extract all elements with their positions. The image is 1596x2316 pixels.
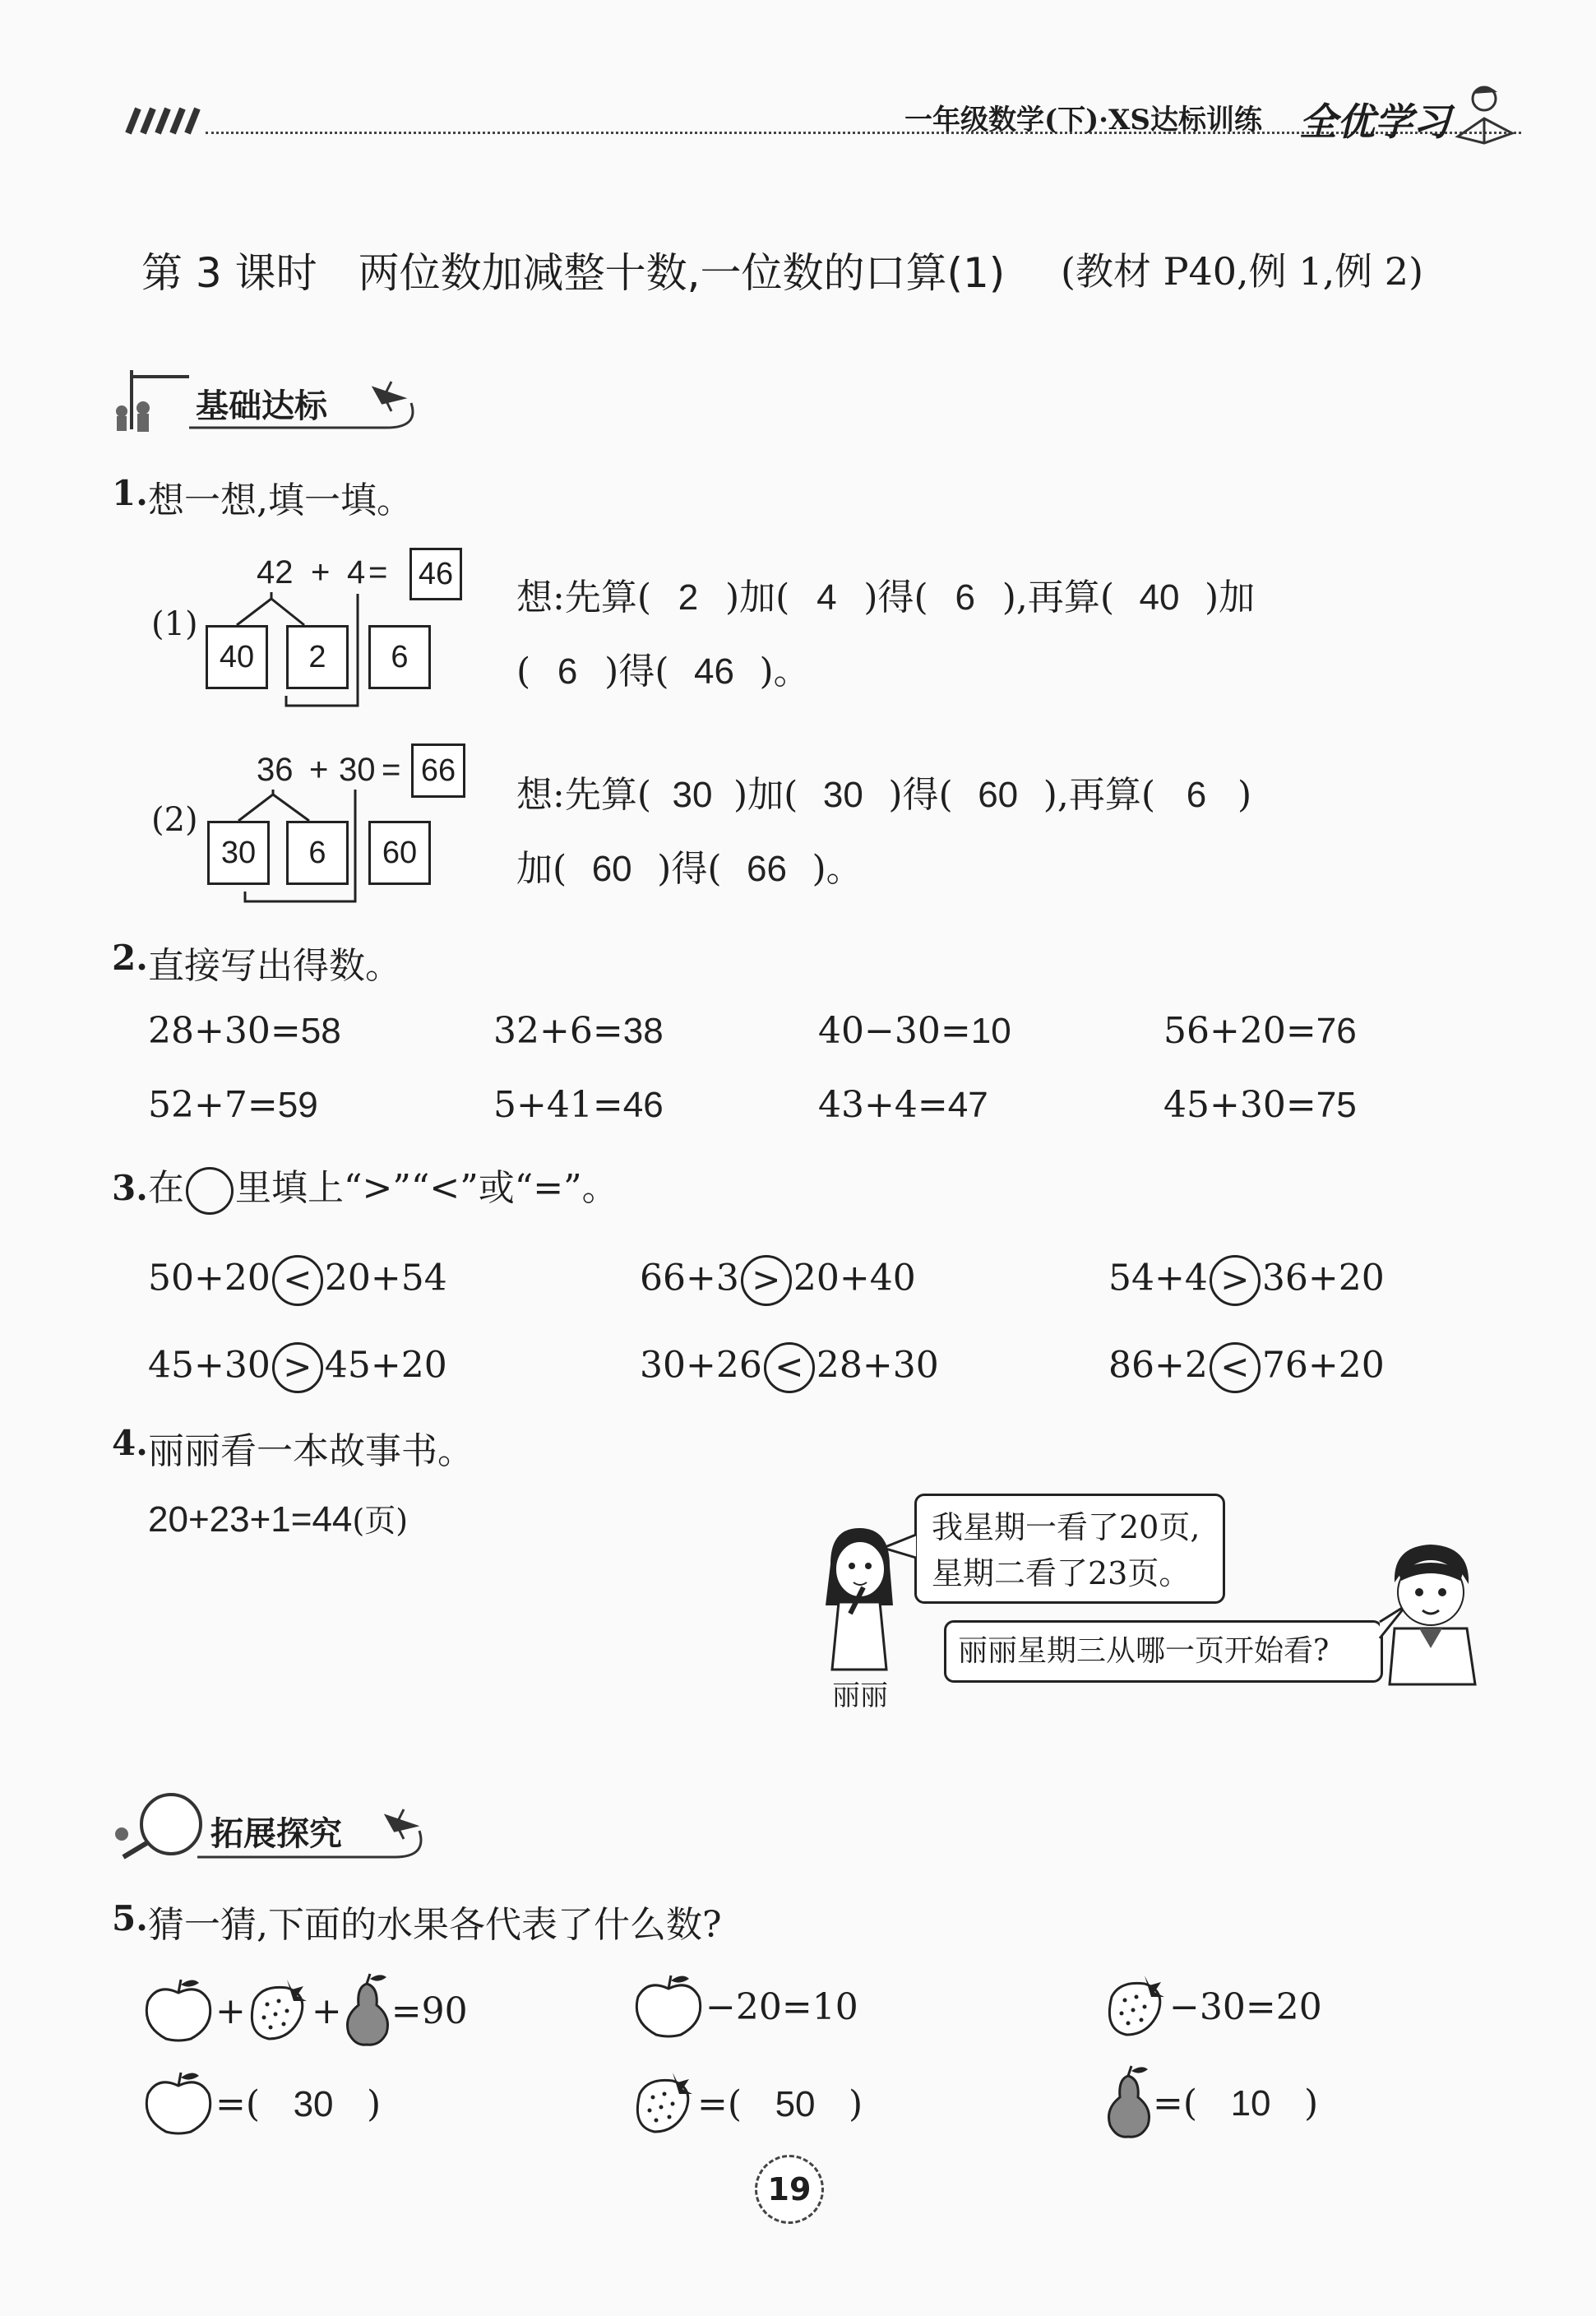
q1p2-ans3[interactable]: 60 — [978, 775, 1019, 815]
pear-value[interactable]: 10 — [1230, 2083, 1271, 2124]
q5-text: 猜一猜,下面的水果各代表了什么数? — [148, 1904, 722, 1946]
apple-icon — [631, 1972, 705, 2047]
q1p1-ans4[interactable]: 40 — [1139, 577, 1180, 618]
girl-name-label: 丽丽 — [832, 1679, 888, 1712]
q1p2-result-box[interactable]: 66 — [411, 743, 465, 798]
page-number-badge — [755, 2155, 824, 2224]
q1p1-expr-b: 4 — [347, 554, 366, 591]
section-title-basic: 基础达标 — [196, 387, 327, 425]
q2-item: 40−30=10 — [818, 1010, 1011, 1052]
q1p2-op: + — [309, 752, 329, 788]
pear-icon — [342, 1972, 391, 2055]
q5-label: 5. — [112, 1898, 148, 1938]
strawberry-value[interactable]: 50 — [775, 2084, 816, 2124]
q1-part2-explain-line1: 想:先算( 30 )加( 30 )得( 60 ),再算( 6 ) — [516, 774, 1252, 816]
section-banner-basic — [107, 362, 419, 436]
boy-illustration — [1378, 1538, 1485, 1689]
q5-answer-apple: =( 30 ) — [141, 2069, 381, 2144]
q3-item: 30+26 < 28+30 — [640, 1342, 939, 1393]
q1p1-eq: = — [368, 554, 388, 591]
q1-part1-explain-line1: 想:先算( 2 )加( 4 )得( 6 ),再算( 40 )加 — [516, 577, 1256, 618]
q1p2-eq: = — [382, 752, 401, 788]
q5-answer-pear: =( 10 ) — [1103, 2064, 1318, 2147]
section-banner-extended — [107, 1785, 436, 1867]
header-brand: 全优学习 — [1299, 100, 1450, 144]
q2-item: 5+41=46 — [493, 1084, 664, 1126]
q2-item: 52+7=59 — [148, 1084, 318, 1126]
q3-item: 50+20 < 20+54 — [148, 1255, 447, 1306]
q1p2-ans1[interactable]: 30 — [672, 775, 713, 815]
speech-bubble-boy: 丽丽星期三从哪一页开始看? — [944, 1620, 1383, 1683]
q1p2-expr-b: 30 — [339, 752, 376, 788]
page-number: 19 — [767, 2171, 812, 2207]
q2-answer[interactable]: 10 — [970, 1011, 1011, 1051]
q5-equation-1: + + =90 — [141, 1972, 468, 2055]
q1p1-split-ones[interactable]: 2 — [286, 625, 349, 689]
q1p2-number: (2) — [151, 801, 198, 839]
q3-compare-circle[interactable]: > — [741, 1255, 792, 1306]
apple-value[interactable]: 30 — [293, 2084, 334, 2124]
q1-part1-explain-line2: ( 6 )得( 46 )。 — [516, 651, 810, 692]
q2-answer[interactable]: 75 — [1316, 1085, 1357, 1125]
q1p1-split-tens[interactable]: 40 — [206, 625, 268, 689]
header-series: 一年级数学(下)·XS达标训练 — [904, 104, 1262, 137]
lesson-title: 第 3 课时 两位数加减整十数,一位数的口算(1) — [141, 249, 1006, 297]
q1p1-expr-a: 42 — [257, 554, 294, 591]
girl-lili-illustration — [814, 1523, 904, 1674]
q3-compare-circle[interactable]: > — [272, 1342, 323, 1393]
q2-text: 直接写出得数。 — [148, 945, 401, 987]
q1p2-ans5[interactable]: 60 — [591, 849, 632, 889]
q2-answer[interactable]: 46 — [622, 1085, 664, 1125]
q1p1-ans3[interactable]: 6 — [955, 577, 975, 618]
strawberry-icon — [1103, 1972, 1169, 2047]
q3-compare-circle[interactable]: > — [1210, 1255, 1261, 1306]
q2-answer[interactable]: 76 — [1316, 1011, 1357, 1051]
q2-answer[interactable]: 58 — [300, 1011, 341, 1051]
q5-equation-3: −30=20 — [1103, 1972, 1322, 2047]
q3-item: 86+2 < 76+20 — [1108, 1342, 1385, 1393]
q1p2-split-tens[interactable]: 30 — [207, 821, 270, 885]
lesson-reference: (教材 P40,例 1,例 2) — [1061, 249, 1424, 294]
q1p1-result-box[interactable]: 46 — [409, 548, 462, 600]
q2-item: 56+20=76 — [1163, 1010, 1357, 1052]
q4-answer[interactable]: 20+23+1=44(页) — [148, 1499, 409, 1540]
q2-item: 45+30=75 — [1163, 1084, 1357, 1126]
q3-text: 在 里填上“>”“<”或“=”。 — [148, 1158, 618, 1215]
q1p1-op: + — [311, 554, 331, 591]
empty-circle-icon — [186, 1167, 234, 1215]
q3-item: 54+4 > 36+20 — [1108, 1255, 1385, 1306]
q2-item: 43+4=47 — [818, 1084, 988, 1126]
q2-answer[interactable]: 59 — [277, 1085, 318, 1125]
q1-part2-diagram — [148, 739, 493, 903]
reading-boy-icon — [1451, 79, 1517, 148]
strawberry-icon — [246, 1976, 312, 2051]
q2-label: 2. — [112, 938, 148, 978]
q4-label: 4. — [112, 1423, 148, 1463]
q1-part2-explain-line2: 加( 60 )得( 66 )。 — [516, 848, 863, 890]
q1p2-expr-a: 36 — [257, 752, 294, 788]
strawberry-icon — [631, 2069, 697, 2144]
q1p1-number: (1) — [151, 605, 198, 643]
q3-compare-circle[interactable]: < — [272, 1255, 323, 1306]
q1p2-ans4[interactable]: 6 — [1186, 775, 1207, 815]
q3-label: 3. — [112, 1168, 148, 1208]
speech-bubble-girl: 我星期一看了20页, 星期二看了23页。 — [914, 1494, 1225, 1604]
q5-answer-strawberry: =( 50 ) — [631, 2069, 863, 2144]
q1p2-ans6[interactable]: 66 — [747, 849, 787, 889]
q3-compare-circle[interactable]: < — [1210, 1342, 1261, 1393]
q2-answer[interactable]: 47 — [947, 1085, 988, 1125]
q1p2-ans2[interactable]: 30 — [822, 775, 863, 815]
q2-item: 32+6=38 — [493, 1010, 664, 1052]
q3-compare-circle[interactable]: < — [764, 1342, 815, 1393]
header-stripes — [122, 105, 204, 138]
q4-text: 丽丽看一本故事书。 — [148, 1430, 474, 1472]
q1p1-ans1[interactable]: 2 — [678, 577, 699, 618]
q1-label: 1. — [112, 473, 148, 513]
section-title-extended: 拓展探究 — [210, 1815, 342, 1853]
q2-item: 28+30=58 — [148, 1010, 341, 1052]
q1p1-ans6[interactable]: 46 — [694, 651, 734, 692]
q1p1-partial[interactable]: 6 — [368, 625, 431, 689]
pear-icon — [1103, 2064, 1153, 2147]
q1p1-ans2[interactable]: 4 — [817, 577, 837, 618]
q1-text: 想一想,填一填。 — [148, 479, 413, 521]
q3-item: 66+3 > 20+40 — [640, 1255, 916, 1306]
q1p2-split-ones[interactable]: 6 — [286, 821, 349, 885]
q1p2-partial[interactable]: 60 — [368, 821, 431, 885]
apple-icon — [141, 2069, 215, 2144]
q5-equation-2: −20=10 — [631, 1972, 858, 2047]
q3-item: 45+30 > 45+20 — [148, 1342, 447, 1393]
q2-answer[interactable]: 38 — [622, 1011, 664, 1051]
q1-part1-diagram — [148, 543, 493, 707]
q1p1-ans5[interactable]: 6 — [557, 651, 578, 692]
apple-icon — [141, 1976, 215, 2051]
